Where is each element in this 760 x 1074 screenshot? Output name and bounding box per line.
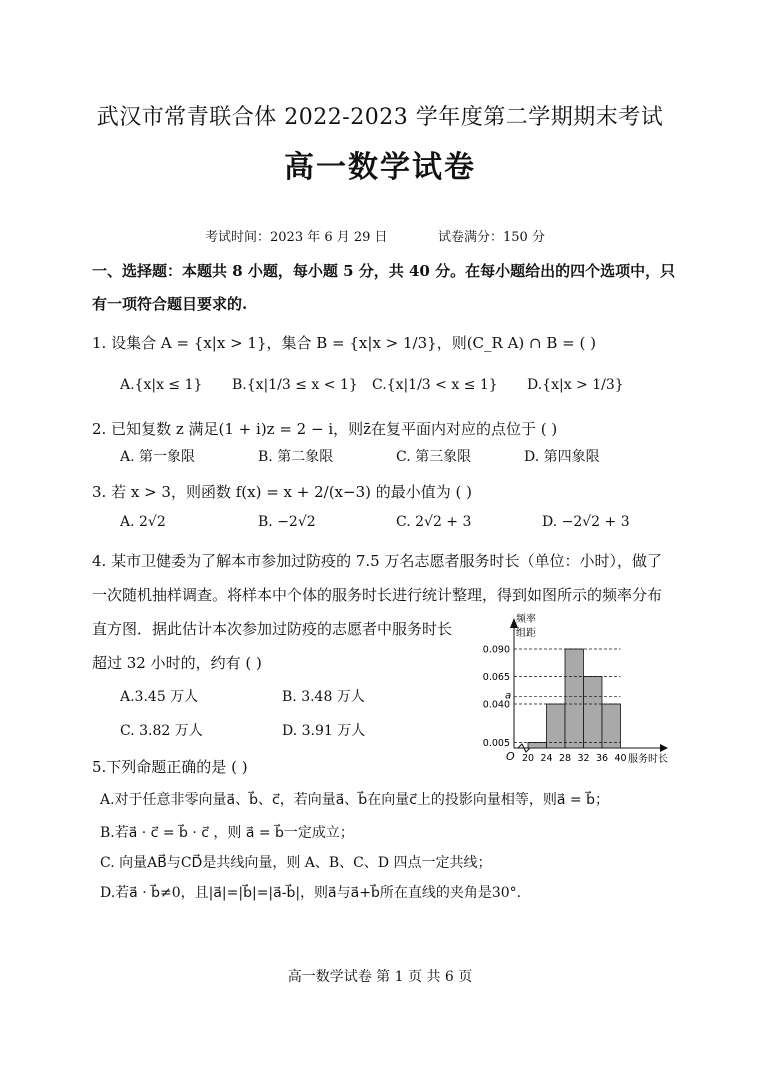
q2-option-b: B. 第二象限 [258, 449, 334, 465]
histogram-bar-32-36 [584, 677, 603, 749]
x-axis-label: 服务时长 [628, 754, 668, 765]
q3-stem: 3. 若 x > 3，则函数 f(x) = x + 2/(x−3) 的最小值为 ( ) [92, 483, 472, 501]
histogram-bar-20-24 [528, 743, 547, 749]
q4-line1: 4. 某市卫健委为了解本市参加过防疫的 7.5 万名志愿者服务时长（单位：小时），做了 [92, 552, 662, 570]
exam-time: 考试时间：2023 年 6 月 29 日 [205, 230, 388, 245]
q1-option-d: D.{x|x > 1/3} [527, 377, 624, 393]
q3-option-c: C. 2√2 + 3 [396, 514, 472, 530]
q5-option-c: C. 向量AB⃗与CD⃗是共线向量，则 A、B、C、D 四点一定共线； [100, 855, 492, 871]
a-value-label: a [505, 690, 512, 702]
y-tick-label: 0.005 [482, 738, 510, 749]
q1-option-a: A.{x|x ≤ 1} [120, 377, 203, 393]
y-tick-label: 0.065 [482, 672, 510, 683]
q2-stem: 2. 已知复数 z 满足(1 + i)z = 2 − i，则z̄在复平面内对应的点位于 ( ) [92, 420, 558, 438]
q4-line3: 直方图．据此估计本次参加过防疫的志愿者中服务时长 [92, 620, 453, 638]
q1-stem: 1. 设集合 A = {x|x > 1}，集合 B = {x|x > 1/3}，则(C_R A) ∩ B = ( ) [92, 334, 596, 352]
y-label-bottom: 组距 [516, 628, 536, 639]
q4-option-d: D. 3.91 万人 [282, 723, 366, 739]
q4-option-c: C. 3.82 万人 [120, 723, 203, 739]
q5-option-d: D.若a⃗ · b⃗≠0，且|a⃗|=|b⃗|=|a⃗-b⃗|，则a⃗与a⃗+b⃗所在直线的夹角是30°. [100, 885, 522, 901]
x-tick-label: 24 [540, 753, 553, 764]
full-score: 试卷满分：150 分 [438, 230, 545, 245]
q4-line2: 一次随机抽样调查。将样本中个体的服务时长进行统计整理，得到如图所示的频率分布 [92, 586, 663, 604]
y-label-top: 频率 [516, 614, 536, 625]
histogram-bar-24-28 [547, 704, 566, 748]
q4-line4: 超过 32 小时的，约有 ( ) [92, 654, 262, 672]
q3-option-b: B. −2√2 [258, 514, 316, 530]
x-tick-label: 20 [521, 753, 535, 764]
q2-option-d: D. 第四象限 [524, 449, 600, 465]
q2-option-c: C. 第三象限 [396, 449, 472, 465]
q5-option-b: B.若a⃗ · c⃗ = b⃗ · c⃗ ，则 a⃗ = b⃗一定成立； [100, 825, 354, 841]
y-tick-label: 0.040 [482, 699, 510, 711]
q1-option-b: B.{x|1/3 ≤ x < 1} [232, 377, 358, 393]
q5-option-a: A.对于任意非零向量a⃗、b⃗、c⃗，若向量a⃗、b⃗在向量c⃗上的投影向量相等，则a⃗ = b⃗； [100, 792, 609, 808]
x-tick-label: 32 [577, 753, 590, 764]
page-footer: 高一数学试卷 第 1 页 共 6 页 [287, 969, 473, 985]
x-tick-label: 28 [558, 753, 572, 764]
x-tick-label: 36 [595, 753, 609, 764]
q2-option-a: A. 第一象限 [120, 449, 196, 465]
x-axis-arrow [660, 744, 668, 752]
section1-line1: 一、选择题：本题共 8 小题，每小题 5 分，共 40 分。在每小题给出的四个选项中，只 [92, 262, 676, 280]
q1-option-c: C.{x|1/3 < x ≤ 1} [372, 377, 498, 393]
frequency-histogram [470, 608, 685, 766]
histogram-bar-36-40 [602, 704, 621, 748]
y-tick-label: 0.090 [482, 644, 510, 656]
exam-title: 武汉市常青联合体 2022-2023 学年度第二学期期末考试 [96, 105, 664, 130]
x-tick-label: 40 [614, 753, 627, 764]
q4-option-b: B. 3.48 万人 [282, 689, 365, 705]
histogram-bar-28-32 [565, 649, 584, 748]
q4-option-a: A.3.45 万人 [120, 689, 199, 705]
q5-stem: 5.下列命题正确的是 ( ) [92, 758, 248, 776]
q3-option-d: D. −2√2 + 3 [542, 514, 630, 530]
paper-subtitle: 高一数学试卷 [284, 150, 476, 185]
origin-label: O [506, 750, 515, 763]
q3-option-a: A. 2√2 [120, 514, 166, 530]
section1-line2: 有一项符合题目要求的. [92, 295, 248, 313]
